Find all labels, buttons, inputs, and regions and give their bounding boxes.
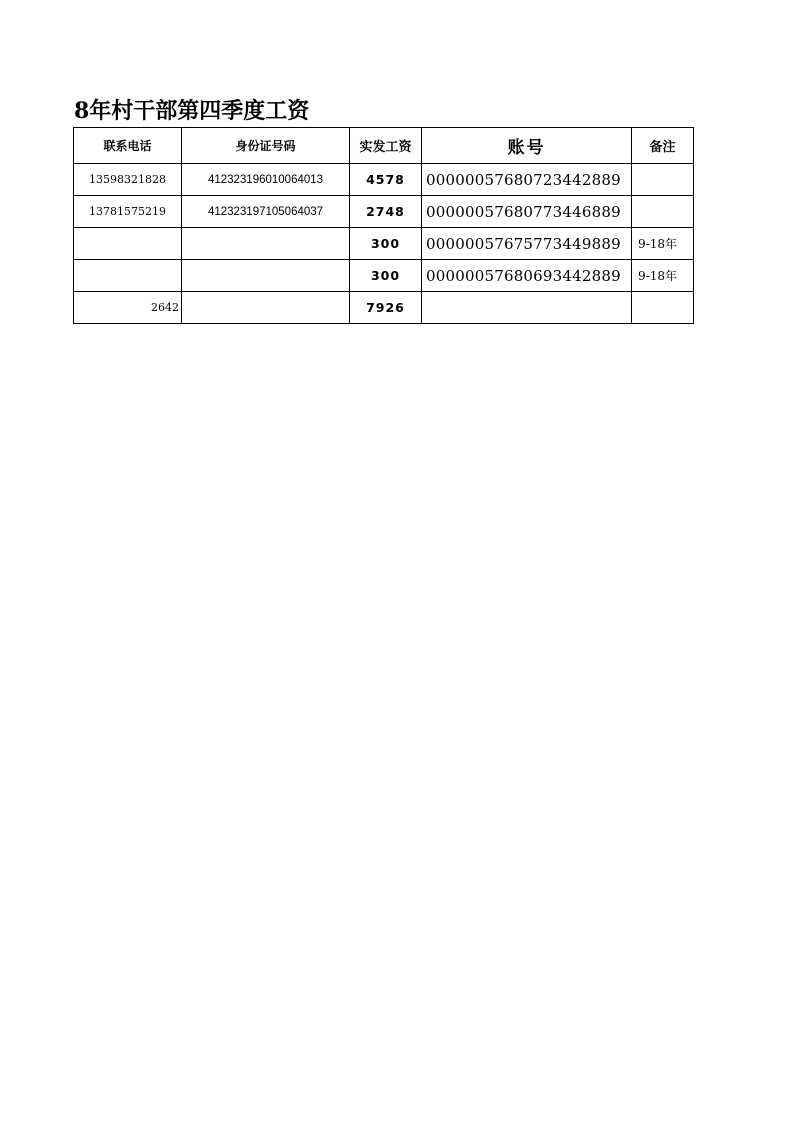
cell-remark[interactable]	[632, 196, 694, 228]
cell-account[interactable]: 00000057675773449889	[422, 228, 632, 260]
total-row	[74, 292, 694, 324]
cell-remark[interactable]: 9-18年	[632, 260, 694, 292]
table-row	[74, 228, 694, 260]
cell-account[interactable]: 00000057680773446889	[422, 196, 632, 228]
cell-net-pay[interactable]: 2748	[350, 196, 422, 228]
header-row	[74, 128, 694, 164]
header-remark[interactable]: 备注	[632, 128, 694, 164]
header-id-number[interactable]: 身份证号码	[182, 128, 350, 164]
cell-remark[interactable]	[632, 292, 694, 324]
cell-id-number[interactable]: 412323196010064013	[182, 164, 350, 196]
cell-account[interactable]: 00000057680693442889	[422, 260, 632, 292]
cell-net-pay[interactable]: 300	[350, 228, 422, 260]
table-row	[74, 260, 694, 292]
header-account[interactable]: 账号	[422, 128, 632, 164]
cell-remark[interactable]	[632, 164, 694, 196]
salary-table	[73, 127, 694, 324]
cell-phone[interactable]: 13781575219	[74, 196, 182, 228]
cell-remark[interactable]: 9-18年	[632, 228, 694, 260]
cell-phone[interactable]	[74, 228, 182, 260]
cell-id-number[interactable]: 412323197105064037	[182, 196, 350, 228]
cell-phone-total[interactable]: 2642	[74, 292, 182, 324]
cell-id-number[interactable]	[182, 292, 350, 324]
cell-phone[interactable]: 13598321828	[74, 164, 182, 196]
sheet-title: 8年村干部第四季度工资	[74, 98, 310, 124]
cell-net-pay-total[interactable]: 7926	[350, 292, 422, 324]
cell-net-pay[interactable]: 300	[350, 260, 422, 292]
table-row	[74, 196, 694, 228]
header-net-pay[interactable]: 实发工资	[350, 128, 422, 164]
header-phone[interactable]: 联系电话	[74, 128, 182, 164]
cell-account[interactable]	[422, 292, 632, 324]
cell-net-pay[interactable]: 4578	[350, 164, 422, 196]
cell-account[interactable]: 00000057680723442889	[422, 164, 632, 196]
cell-phone[interactable]	[74, 260, 182, 292]
cell-id-number[interactable]	[182, 260, 350, 292]
table-row	[74, 164, 694, 196]
cell-id-number[interactable]	[182, 228, 350, 260]
